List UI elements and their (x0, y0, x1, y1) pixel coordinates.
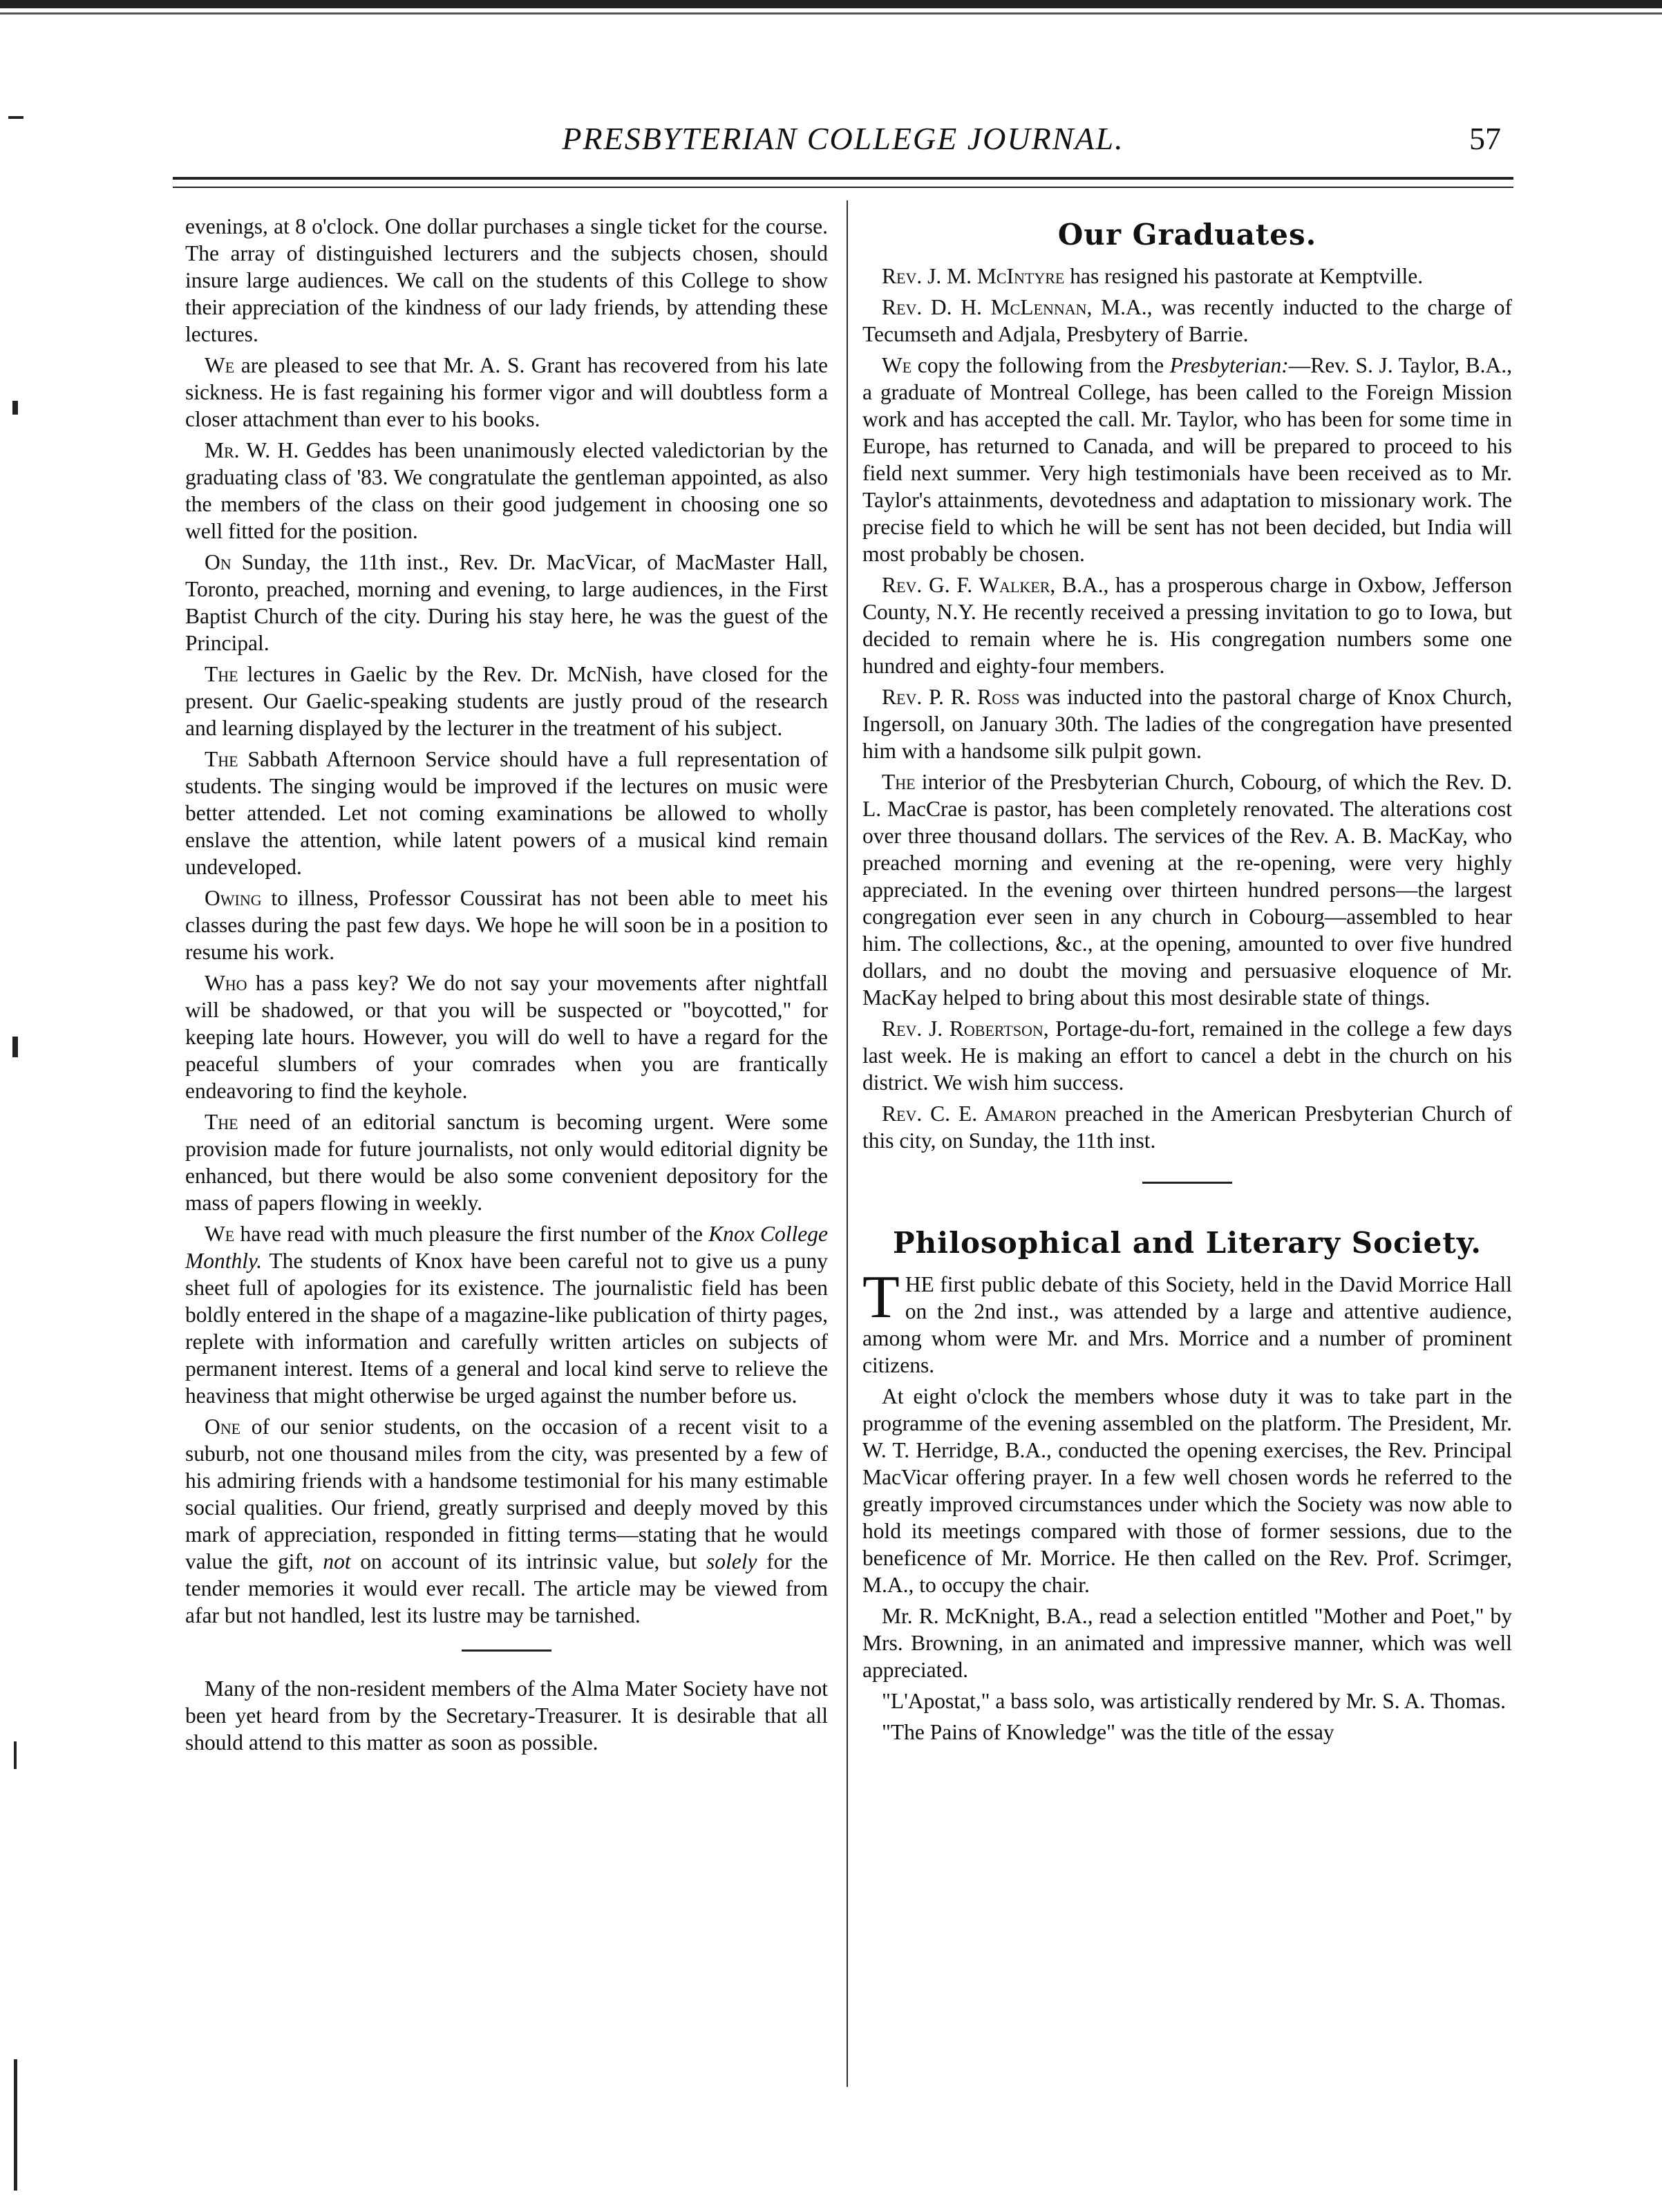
paragraph (862, 768, 1512, 1011)
lead-word: We (882, 353, 912, 377)
paragraph-text: HE first public debate of this Society, held in the David Morrice Hall on the 2nd inst., was attended by a large and attentive audience, among whom were Mr. and Mrs. Morrice and a number of prominent citizens. (862, 1272, 1512, 1377)
lead-word: The (205, 662, 238, 686)
paragraph (185, 437, 828, 545)
paragraph (862, 1688, 1512, 1714)
margin-mark (14, 2059, 17, 2191)
paragraph-text: "The Pains of Knowledge" was the title of the essay (882, 1720, 1334, 1744)
paragraph-text: W. H. Geddes has been unanimously elected valedictorian by the graduating class of '83. We congratulate the gentleman appointed, as also the members of the class on their good judgement in choosing one so well fitted for the position. (185, 438, 828, 543)
paragraph-text: At eight o'clock the members whose duty it was to take part in the programme of the evening assembled on the platform. The President, Mr. W. T. Herridge, B.A., conducted the opening exercises, the Rev. Principal MacVicar offering prayer. In a few well chosen words he referred to the greatly improved circumstances under which the Society was now able to hold its meetings compared with those of former sessions, due to the beneficence of Mr. Morrice. He then called on the Rev. Prof. Scrimger, M.A., to occupy the chair. (862, 1384, 1512, 1597)
top-border-rule-thin (0, 12, 1662, 15)
paragraph-text: need of an editorial sanctum is becoming urgent. Were some provision made for future journalists, not only would editorial dignity be enhanced, but there would be also some convenient depository for the mass of papers flowing in weekly. (185, 1110, 828, 1215)
margin-mark (8, 116, 23, 119)
paragraph (862, 1015, 1512, 1096)
journal-title: PRESBYTERIAN COLLEGE JOURNAL. (562, 121, 1124, 156)
paragraph-text: Mr. R. McKnight, B.A., read a selection entitled "Mother and Poet," by Mrs. Browning, in an animated and impressive manner, which was well appreciated. (862, 1604, 1512, 1682)
paragraph-text: interior of the Presbyterian Church, Cobourg, of which the Rev. D. L. MacCrae is pastor, has been completely renovated. The alterations cost over three thousand dollars. The services of the Rev. A. B. MacKay, who preached morning and evening at the re-opening, were very highly appreciated. In the evening over thirteen hundred persons—the largest congregation ever seen in any church in Cobourg—assembled to hear him. The collections, &c., at the opening, amounted to over five hundred dollars, and no doubt the moving and persuasive eloquence of Mr. MacKay helped to bring about this most desirable state of things. (862, 770, 1512, 1010)
paragraph (862, 1100, 1512, 1154)
paragraph (862, 571, 1512, 679)
paragraph-text: Many of the non-resident members of the Alma Mater Society have not been yet heard from by the Secretary-Treasurer. It is desirable that all should attend to this matter as soon as possible. (185, 1676, 828, 1755)
paragraph-text: evenings, at 8 o'clock. One dollar purchases a single ticket for the course. The array of distinguished lecturers and the subjects chosen, should insure large audiences. We call on the students of this College to show their appreciation of the kindness of our lady friends, by attending these lectures. (185, 214, 828, 346)
paragraph (185, 746, 828, 880)
paragraph-text: for the tender memories it would ever recall. The article may be viewed from afar but not handled, lest its lustre may be tarnished. (185, 1549, 828, 1627)
graduates-heading: Our Graduates. (1057, 218, 1317, 252)
paragraph-text: has a pass key? We do not say your movements after nightfall will be shadowed, or that you will be suspected or "boycotted," for keeping late hours. However, you will do well to have a regard for the peaceful slumbers of your comrades when you are frantically endeavoring to find the keyhole. (185, 971, 828, 1103)
paragraph (185, 1413, 828, 1629)
paragraph (185, 1675, 828, 1756)
lead-word: Mr. (205, 438, 240, 462)
paragraph-text: lectures in Gaelic by the Rev. Dr. McNish, have closed for the present. Our Gaelic-speaking students are justly proud of the research and learning displayed by the lecturer in the treatment of his subject. (185, 662, 828, 740)
column-divider (847, 200, 848, 2087)
right-column (862, 213, 1512, 1750)
paragraph-text: copy the following from the (912, 353, 1170, 377)
paragraph (185, 661, 828, 741)
paragraph (862, 263, 1512, 290)
paragraph (862, 683, 1512, 764)
paragraph-text: preached in the American Presbyterian Church of this city, on Sunday, the 11th inst. (862, 1102, 1512, 1153)
top-border-rule (0, 0, 1662, 8)
margin-mark (14, 1741, 17, 1769)
lead-word: The (205, 747, 238, 771)
paragraph-text: B.A., has a prosperous charge in Oxbow, Jefferson County, N.Y. He recently received a pressing invitation to go to Iowa, but decided to remain where he is. His congregation numbers some one hundred and eighty-four members. (862, 573, 1512, 678)
lead-word: One (205, 1415, 241, 1439)
paragraph (862, 1264, 1512, 1379)
paragraph-text: The students of Knox have been careful not to give us a puny sheet full of apologies for its existence. The journalistic field has been boldly entered in the shape of a magazine-like publication of thirty pages, replete with information and carefully written articles on subjects of permanent interest. Items of a general and local kind serve to relieve the heaviness that might otherwise be urged against the number before us. (185, 1249, 828, 1408)
page-header (173, 116, 1513, 164)
paragraph (185, 213, 828, 348)
paragraph (862, 1603, 1512, 1683)
lead-name: Rev. J. Robertson, (882, 1017, 1049, 1041)
publication-title: Presbyterian: (1169, 353, 1289, 377)
emphasis: not (323, 1549, 351, 1573)
lead-word: Who (205, 971, 247, 995)
paragraph (862, 1383, 1512, 1598)
paragraph (185, 549, 828, 656)
paragraph-text: have read with much pleasure the first number of the (234, 1222, 709, 1246)
paragraph-text: Portage-du-fort, remained in the college a few days last week. He is making an effort to cancel a debt in the church on his district. We wish him success. (862, 1017, 1512, 1095)
paragraph-text: —Rev. S. J. Taylor, B.A., a graduate of Montreal College, has been called to the Foreign Mission work and has accepted the call. Mr. Taylor, who has been for some time in Europe, has returned to Canada, and will be prepared to proceed to his field next summer. Very high testimonials have been received as to Mr. Taylor's attainments, devotedness and adaptation to missionary work. The precise field to which he will be sent has not been decided, but India will most probably be chosen. (862, 353, 1512, 566)
page-number: 57 (1469, 121, 1501, 156)
paragraph (862, 1719, 1512, 1746)
paragraph-text: to illness, Professor Coussirat has not been able to meet his classes during the past few days. We hope he will soon be in a position to resume his work. (185, 886, 828, 964)
paragraph-text: M.A., was recently inducted to the charge of Tecumseth and Adjala, Presbytery of Barrie. (862, 295, 1512, 346)
lead-name: Rev. J. M. McIntyre (882, 264, 1065, 288)
section-separator (1142, 1182, 1232, 1184)
paragraph-text: Sabbath Afternoon Service should have a full representation of students. The singing would be improved if the lectures on music were better attended. Let not coming examinations be allowed to wholly enslave the attention, while latent powers of a musical kind remain undeveloped. (185, 747, 828, 879)
section-separator (462, 1649, 551, 1652)
paragraph-text: on account of its intrinsic value, but (350, 1549, 706, 1573)
lead-word: We (205, 353, 235, 377)
lead-name: Rev. C. E. Amaron (882, 1102, 1057, 1126)
lead-name: Rev. P. R. Ross (882, 685, 1020, 709)
lead-name: Rev. G. F. Walker, (882, 573, 1056, 597)
paragraph (862, 294, 1512, 348)
left-column (185, 213, 828, 1760)
drop-cap: T (862, 1264, 900, 1331)
lead-word: On (205, 550, 232, 574)
paragraph (862, 352, 1512, 567)
lead-name: Rev. D. H. McLennan, (882, 295, 1093, 319)
header-rule (173, 177, 1513, 180)
emphasis: solely (706, 1549, 757, 1573)
paragraph (185, 885, 828, 965)
lead-word: The (205, 1110, 238, 1134)
publication-title: Knox College Monthly. (185, 1222, 829, 1273)
paragraph-text: "L'Apostat," a bass solo, was artistically rendered by Mr. S. A. Thomas. (882, 1689, 1507, 1713)
lead-word: Owing (205, 886, 262, 910)
paragraph (185, 970, 828, 1104)
paragraph-text: has resigned his pastorate at Kemptville. (1064, 264, 1424, 288)
lead-word: We (205, 1222, 235, 1246)
society-heading: Philosophical and Literary Society. (893, 1226, 1482, 1260)
lead-word: The (882, 770, 916, 794)
margin-mark (12, 1037, 18, 1057)
paragraph-text: Sunday, the 11th inst., Rev. Dr. MacVicar, of MacMaster Hall, Toronto, preached, morning and evening, to large audiences, in the First Baptist Church of the city. During his stay here, he was the guest of the Principal. (185, 550, 828, 655)
paragraph-text: of our senior students, on the occasion of a recent visit to a suburb, not one thousand miles from the city, was presented by a few of his admiring friends with a handsome testimonial for his many estimable social qualities. Our friend, greatly surprised and deeply moved by this mark of appreciation, responded in fitting terms—stating that he would value the gift, (185, 1415, 828, 1573)
paragraph (185, 1108, 828, 1216)
paragraph (185, 1220, 828, 1409)
paragraph-text: was inducted into the pastoral charge of Knox Church, Ingersoll, on January 30th. The ladies of the congregation have presented him with a handsome silk pulpit gown. (862, 685, 1512, 763)
paragraph-text: are pleased to see that Mr. A. S. Grant has recovered from his late sickness. He is fast regaining his former vigor and will doubtless form a closer attachment than ever to his books. (185, 353, 828, 431)
margin-mark (12, 401, 18, 415)
paragraph (185, 352, 828, 433)
header-rule-thin (173, 187, 1513, 188)
